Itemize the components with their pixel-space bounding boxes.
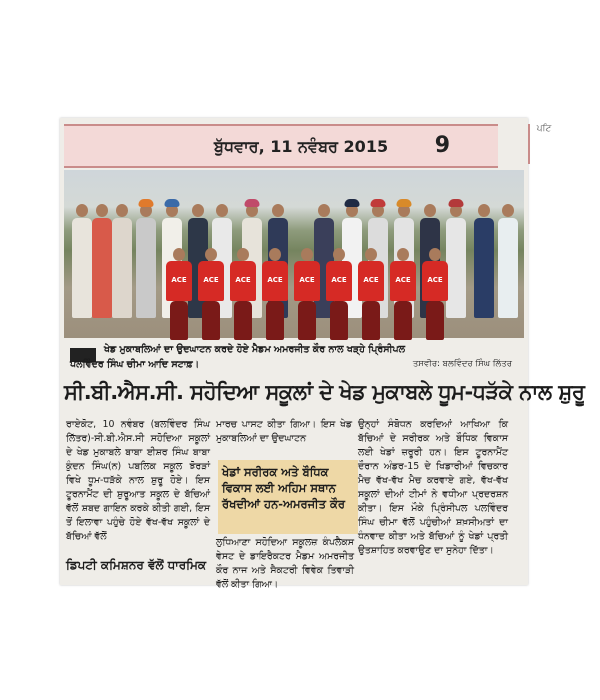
photo-adult (136, 198, 156, 318)
jersey-label: ACE (203, 276, 219, 284)
photo-head (318, 204, 330, 217)
photo-turban (345, 199, 360, 207)
photo-head (237, 248, 249, 261)
photo-turban (449, 199, 464, 207)
photo-player (198, 248, 224, 340)
photo-player (262, 248, 288, 340)
photo-torso (446, 218, 466, 318)
jersey-label: ACE (171, 276, 187, 284)
photo-shorts (330, 301, 348, 340)
pull-quote: ਖੇਡਾਂ ਸਰੀਰਕ ਅਤੇ ਬੌਧਿਕ ਵਿਕਾਸ ਲਈ ਅਹਿਮ ਸਥਾਨ ਰੱਖਦੀਆਂ ਹਨ-ਅਮਰਜੀਤ ਕੌਰ (218, 460, 358, 534)
article-column-2-continued: ਲੁਧਿਆਣਾ ਸਹੋਦਿਆ ਸਕੂਲਜ਼ ਕੰਪਲੈਕਸ ਵੇਸਟ ਦੇ ਡਾਇਰੈਕਟਰ ਮੈਡਮ ਅਮਰਜੀਤ ਕੌਰ ਨਾਜ ਅਤੇ ਸੈਕਟਰੀ ਵਿਵੇਕ ਤਿਵਾੜੀ ਵੱਲੋਂ ਕੀਤਾ ਗਿਆ। (216, 537, 354, 590)
photo-player (230, 248, 256, 340)
photo-turban (245, 199, 260, 207)
photo-head (424, 204, 436, 217)
photo-head (205, 248, 217, 261)
photo-shorts (202, 301, 220, 340)
photo-player (422, 248, 448, 340)
photo-torso (72, 218, 92, 318)
photo-adult (112, 198, 132, 318)
jersey-label: ACE (235, 276, 251, 284)
photo-adult (92, 198, 112, 318)
group-photo (64, 170, 524, 338)
photo-turban (139, 199, 154, 207)
photo-shorts (394, 301, 412, 340)
photo-torso (92, 218, 112, 318)
photo-torso (474, 218, 494, 318)
photo-adult (498, 198, 518, 318)
photo-torso (498, 218, 518, 318)
jersey-label: ACE (395, 276, 411, 284)
jersey-label: ACE (363, 276, 379, 284)
photo-head (269, 248, 281, 261)
photo-turban (165, 199, 180, 207)
photo-head (333, 248, 345, 261)
caption-line-2: ਪਲਵਿੰਦਰ ਸਿੰਘ ਚੀਮਾ ਆਦਿ ਸਟਾਫ਼। (70, 359, 200, 370)
photo-head (397, 248, 409, 261)
photo-shorts (362, 301, 380, 340)
jersey-label: ACE (299, 276, 315, 284)
photo-credit: ਤਸਵੀਰ: ਬਲਵਿੰਦਰ ਸਿੰਘ ਲਿੱਤਰ (412, 359, 512, 369)
photo-player (358, 248, 384, 340)
photo-head (301, 248, 313, 261)
page-number: 9 (434, 133, 450, 158)
photo-shorts (298, 301, 316, 340)
photo-shorts (426, 301, 444, 340)
jersey-label: ACE (427, 276, 443, 284)
photo-torso (136, 218, 156, 318)
photo-shorts (234, 301, 252, 340)
photo-shorts (266, 301, 284, 340)
photo-player (166, 248, 192, 340)
sub-headline: ਡਿਪਟੀ ਕਮਿਸ਼ਨਰ ਵੱਲੋਂ ਧਾਰਮਿਕ (66, 558, 207, 572)
photo-adult (72, 198, 92, 318)
issue-date: ਬੁੱਧਵਾਰ, 11 ਨਵੰਬਰ 2015 (214, 137, 389, 156)
photo-caption (64, 342, 522, 374)
photo-head (365, 248, 377, 261)
photo-head (96, 204, 108, 217)
photo-head (502, 204, 514, 217)
photo-head (272, 204, 284, 217)
photo-torso (112, 218, 132, 318)
headline: ਸੀ.ਬੀ.ਐਸ.ਸੀ. ਸਹੋਦਿਆ ਸਕੂਲਾਂ ਦੇ ਖੇਡ ਮੁਕਾਬਲੇ ਧੂਮ-ਧੜੱਕੇ ਨਾਲ ਸ਼ੁਰੂ (64, 380, 585, 404)
photo-player (390, 248, 416, 340)
photo-turban (371, 199, 386, 207)
jersey-label: ACE (331, 276, 347, 284)
photo-adult (446, 198, 466, 318)
photo-head (216, 204, 228, 217)
side-label: ਪਟਿ (528, 124, 558, 164)
photo-player (326, 248, 352, 340)
caption-line-1: ਖੇਡ ਮੁਕਾਬਲਿਆਂ ਦਾ ਉਦਘਾਟਨ ਕਰਦੇ ਹੋਏ ਮੈਡਮ ਅਮਰਜੀਤ ਕੌਰ ਨਾਲ ਖੜ੍ਹੇ ਪ੍ਰਿੰਸੀਪਲ (104, 344, 406, 355)
photo-head (478, 204, 490, 217)
photo-adult (474, 198, 494, 318)
article-column-1: ਰਾਏਕੋਟ, 10 ਨਵੰਬਰ (ਬਲਵਿੰਦਰ ਸਿੰਘ ਲਿੱਤਰ)-ਸੀ.ਬੀ.ਐਸ.ਸੀ ਸਹੋਦਿਆ ਸਕੂਲਾਂ ਦੇ ਖੇਡ ਮੁਕਾਬਲੇ ਬਾਬਾ ਈਸ਼ਰ ਸਿੰਘ ਬਾਬਾ ਕੁੰਦਨ ਸਿੰਘ(ਨ) ਪਬਲਿਕ ਸਕੂਲ ਝੋਰੜਾਂ ਵਿਖੇ ਧੂਮ-ਧੜੱਕੇ ਨਾਲ ਸ਼ੁਰੂ ਹੋਏ। ਇਸ ਟੂਰਨਾਮੈਂਟ ਦੀ ਸ਼ੁਰੂਆਤ ਸਕੂਲ ਦੇ ਬੱਚਿਆਂ ਵੱਲੋਂ ਸ਼ਬਦ ਗਾਇਨ ਕਰਕੇ ਕੀਤੀ ਗਈ, ਇਸ ਤੋਂ ਇਲਾਵਾ ਪਹੁੰਚੇ ਹੋਏ ਵੱਖ-ਵੱਖ ਸਕੂਲਾਂ ਦੇ ਬੱਚਿਆਂ ਵੱਲੋਂ (66, 419, 210, 542)
photo-turban (397, 199, 412, 207)
photo-head (173, 248, 185, 261)
photo-head (116, 204, 128, 217)
jersey-label: ACE (267, 276, 283, 284)
photo-head (76, 204, 88, 217)
date-band (64, 124, 498, 168)
photo-head (192, 204, 204, 217)
article-column-2: ਮਾਰਚ ਪਾਸਟ ਕੀਤਾ ਗਿਆ। ਇਸ ਖੇਡ ਮੁਕਾਬਲਿਆਂ ਦਾ ਉਦਘਾਟਨ (216, 419, 352, 444)
article-column-3: ਉਨ੍ਹਾਂ ਸੰਬੋਧਨ ਕਰਦਿਆਂ ਆਖਿਆ ਕਿ ਬੱਚਿਆਂ ਦੇ ਸਰੀਰਕ ਅਤੇ ਬੌਧਿਕ ਵਿਕਾਸ ਲਈ ਖੇਡਾਂ ਜ਼ਰੂਰੀ ਹਨ। ਇਸ ਟੂਰਨਾਮੈਂਟ ਦੌਰਾਨ ਅੰਡਰ-15 ਦੇ ਖਿਡਾਰੀਆਂ ਵਿਚਕਾਰ ਮੈਚ ਵੱਖ-ਵੱਖ ਮੈਚ ਕਰਵਾਏ ਗਏ, ਵੱਖ-ਵੱਖ ਸਕੂਲਾਂ ਦੀਆਂ ਟੀਮਾਂ ਨੇ ਵਧੀਆ ਪ੍ਰਦਰਸ਼ਨ ਕੀਤਾ। ਇਸ ਮੌਕੇ ਪ੍ਰਿੰਸੀਪਲ ਪਲਵਿੰਦਰ ਸਿੰਘ ਚੀਮਾ ਵੱਲੋਂ ਪਹੁੰਚੀਆਂ ਸ਼ਖ਼ਸੀਅਤਾਂ ਦਾ ਧੰਨਵਾਦ ਕੀਤਾ ਅਤੇ ਬੱਚਿਆਂ ਨੂੰ ਖੇਡਾਂ ਪ੍ਰਤੀ ਉਤਸ਼ਾਹਿਤ ਕਰਵਾਉਣ ਦਾ ਸੁਨੇਹਾ ਦਿੱਤਾ। (358, 419, 508, 556)
photo-shorts (170, 301, 188, 340)
photo-head (429, 248, 441, 261)
newspaper-clipping (60, 118, 585, 590)
photo-player (294, 248, 320, 340)
